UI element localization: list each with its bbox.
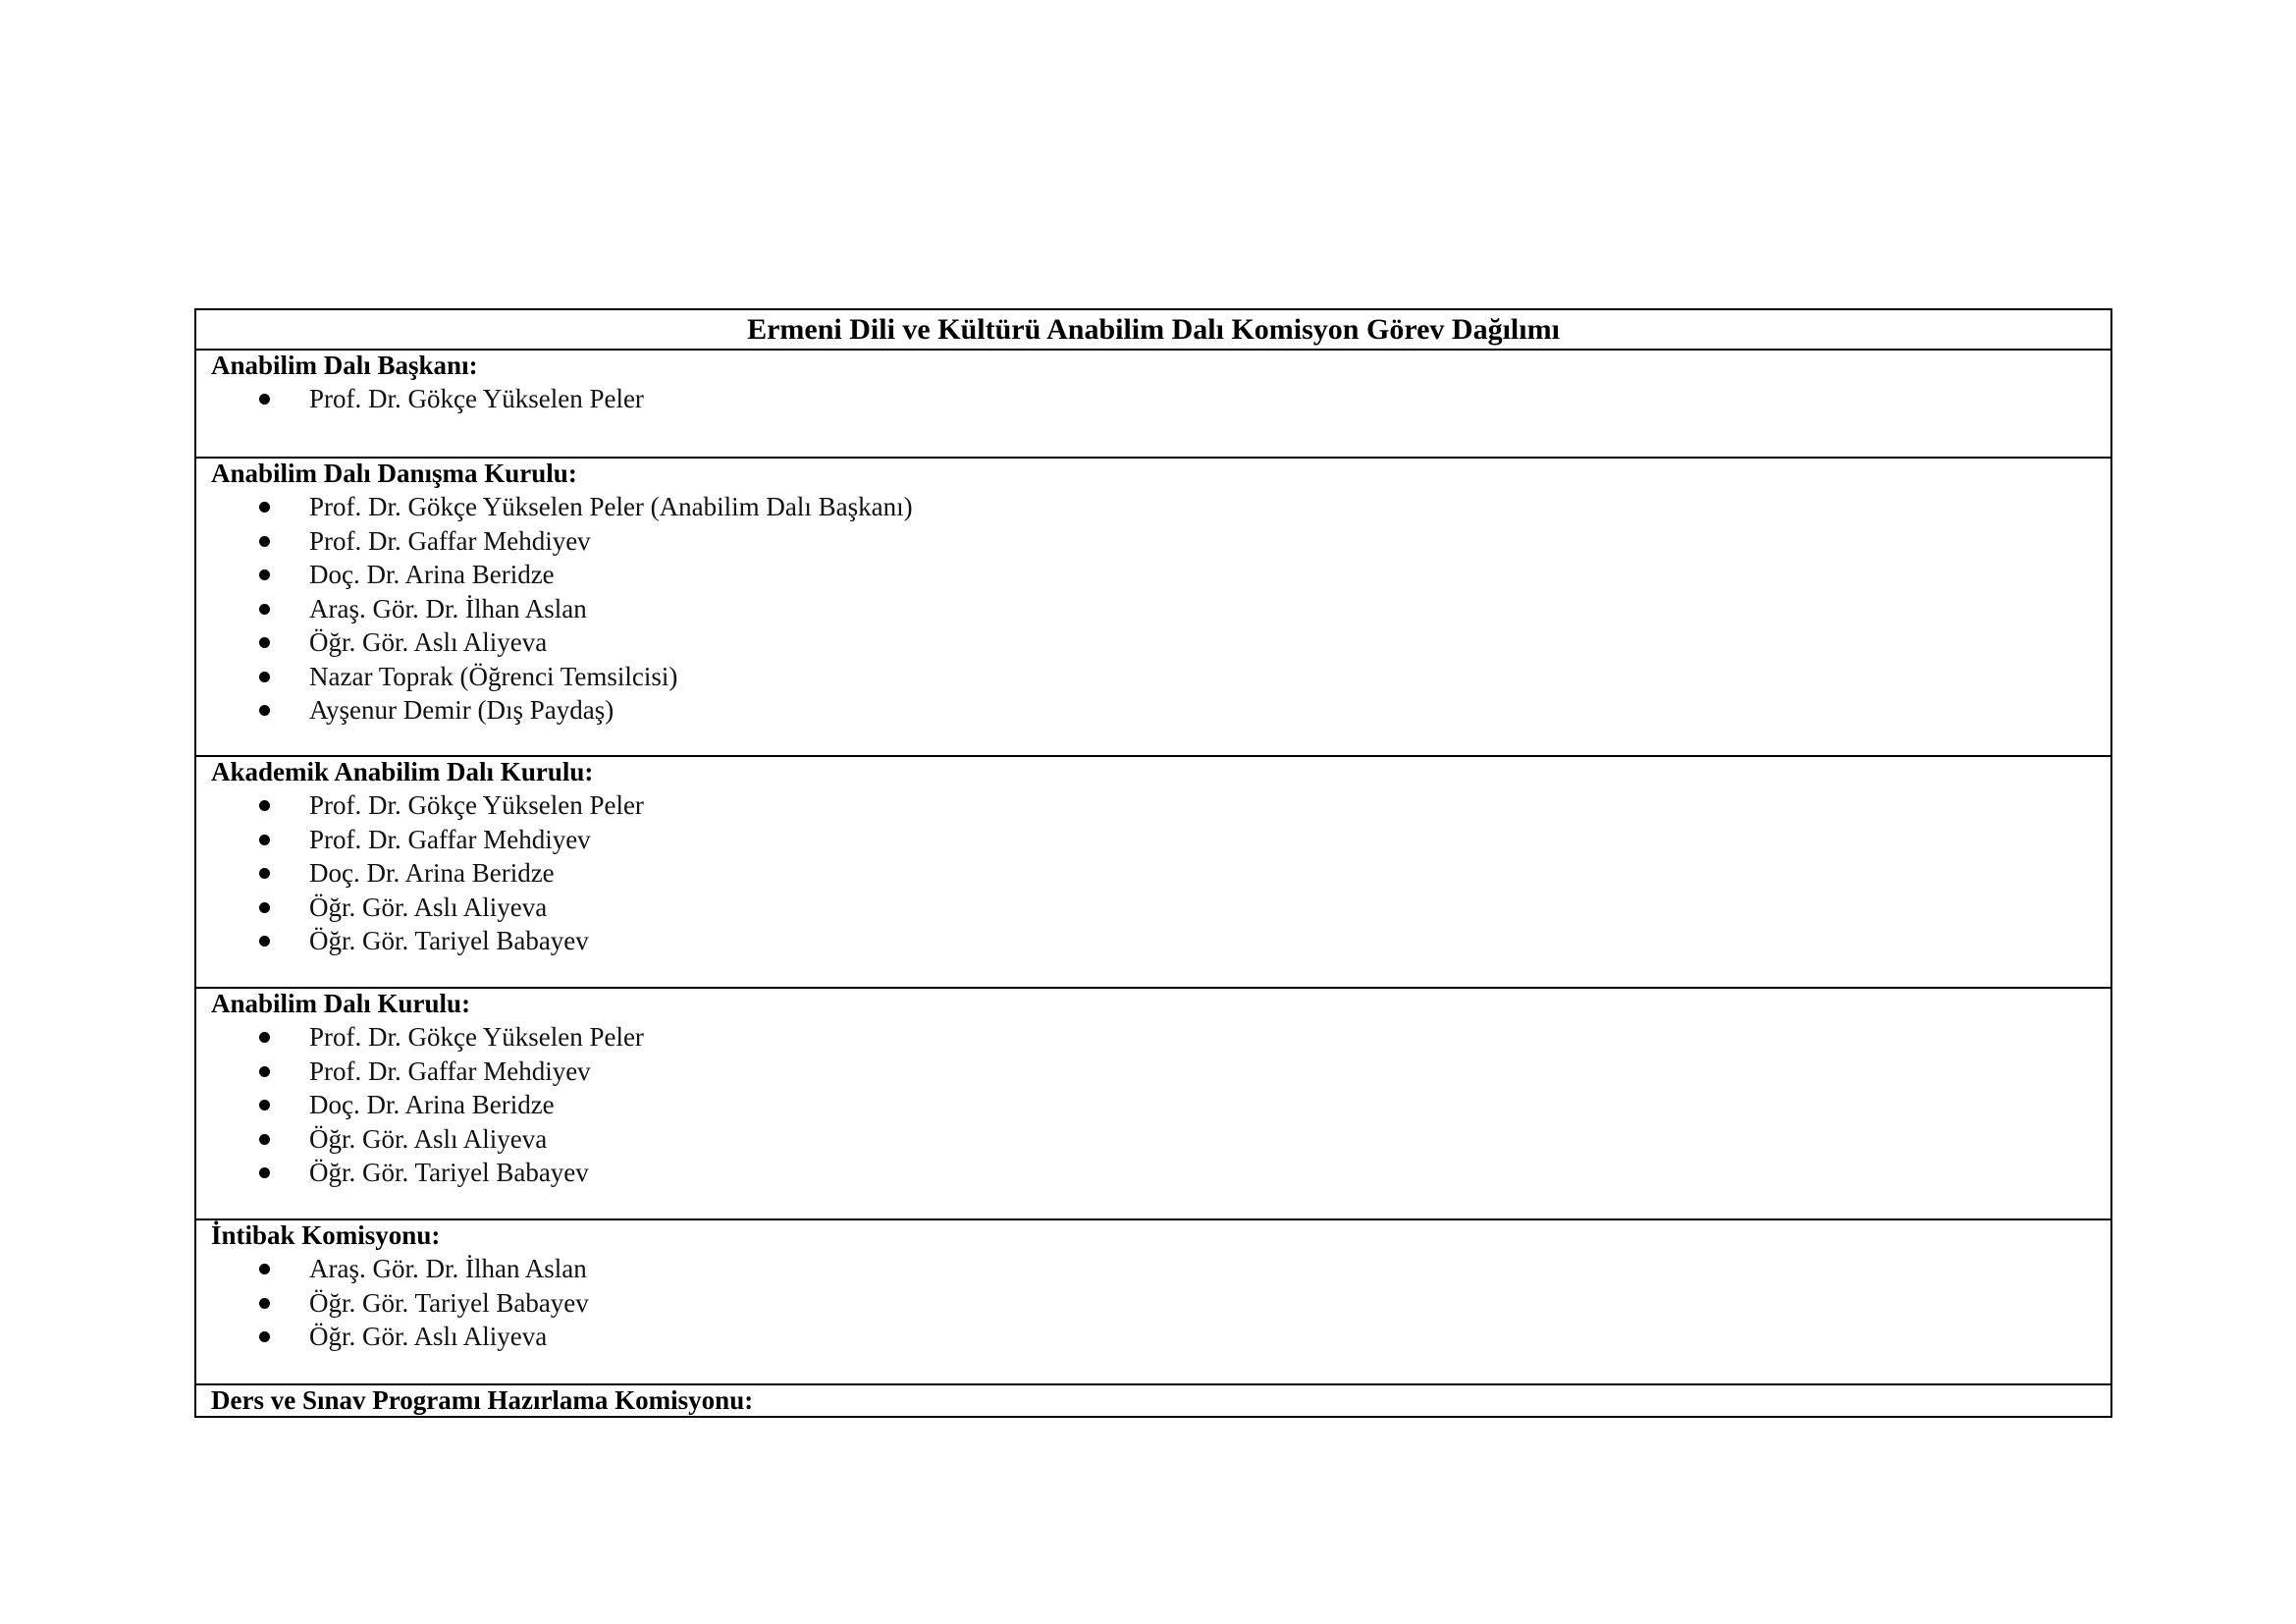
section-heading: Anabilim Dalı Danışma Kurulu: xyxy=(211,459,577,488)
list-item xyxy=(211,625,2110,660)
list-item xyxy=(211,891,2110,925)
section-heading: İntibak Komisyonu: xyxy=(211,1220,441,1250)
bullet-icon xyxy=(259,569,270,580)
member-list xyxy=(211,1252,2110,1354)
list-item xyxy=(211,1156,2110,1190)
member-list xyxy=(211,490,2110,728)
member-name: Ayşenur Demir (Dış Paydaş) xyxy=(309,695,614,725)
bullet-icon xyxy=(259,672,270,682)
member-name: Öğr. Gör. Aslı Aliyeva xyxy=(309,1123,548,1154)
bullet-icon xyxy=(259,604,270,615)
member-name: Doç. Dr. Arina Beridze xyxy=(309,560,555,589)
section-heading: Ders ve Sınav Programı Hazırlama Komisyonu: xyxy=(211,1385,754,1415)
commission-section xyxy=(196,349,2110,459)
bullet-icon xyxy=(259,1100,270,1110)
bullet-icon xyxy=(259,1066,270,1077)
list-item xyxy=(211,856,2110,891)
bullet-icon xyxy=(259,902,270,913)
list-item xyxy=(211,1286,2110,1321)
member-list xyxy=(211,1020,2110,1190)
bullet-icon xyxy=(259,868,270,879)
bullet-icon xyxy=(259,705,270,716)
section-heading: Akademik Anabilim Dalı Kurulu: xyxy=(211,757,594,786)
commission-section xyxy=(196,987,2110,1220)
bullet-icon xyxy=(259,835,270,845)
member-list xyxy=(211,382,2110,416)
member-name: Prof. Dr. Gaffar Mehdiyev xyxy=(309,525,591,556)
bullet-icon xyxy=(259,394,270,405)
member-name: Prof. Dr. Gökçe Yükselen Peler xyxy=(309,1022,644,1052)
list-item xyxy=(211,558,2110,592)
sections-container xyxy=(196,349,2110,1416)
member-name: Araş. Gör. Dr. İlhan Aslan xyxy=(309,593,587,623)
commission-section xyxy=(196,457,2110,757)
bullet-icon xyxy=(259,800,270,811)
member-name: Öğr. Gör. Aslı Aliyeva xyxy=(309,892,548,922)
member-name: Prof. Dr. Gaffar Mehdiyev xyxy=(309,1056,591,1086)
bullet-icon xyxy=(259,536,270,547)
list-item xyxy=(211,924,2110,958)
list-item xyxy=(211,382,2110,416)
list-item xyxy=(211,592,2110,626)
commission-table xyxy=(194,308,2112,1418)
bullet-icon xyxy=(259,502,270,513)
member-name: Prof. Dr. Gökçe Yükselen Peler (Anabilim Dalı Başkanı) xyxy=(309,492,913,521)
member-name: Öğr. Gör. Aslı Aliyeva xyxy=(309,1322,548,1351)
section-heading: Anabilim Dalı Başkanı: xyxy=(211,351,478,380)
list-item xyxy=(211,1122,2110,1157)
member-name: Öğr. Gör. Tariyel Babayev xyxy=(309,1287,589,1318)
bullet-icon xyxy=(259,1167,270,1178)
bullet-icon xyxy=(259,1298,270,1309)
member-name: Nazar Toprak (Öğrenci Temsilcisi) xyxy=(309,661,678,691)
list-item xyxy=(211,1088,2110,1122)
bullet-icon xyxy=(259,1331,270,1342)
member-name: Öğr. Gör. Tariyel Babayev xyxy=(309,1158,589,1187)
list-item xyxy=(211,693,2110,728)
section-heading: Anabilim Dalı Kurulu: xyxy=(211,989,471,1018)
member-name: Prof. Dr. Gaffar Mehdiyev xyxy=(309,824,591,854)
list-item xyxy=(211,490,2110,524)
bullet-icon xyxy=(259,936,270,947)
table-title: Ermeni Dili ve Kültürü Anabilim Dalı Komisyon Görev Dağılımı xyxy=(196,310,2110,351)
member-name: Öğr. Gör. Tariyel Babayev xyxy=(309,926,589,955)
list-item xyxy=(211,1020,2110,1055)
list-item xyxy=(211,823,2110,857)
bullet-icon xyxy=(259,1032,270,1043)
list-item xyxy=(211,1055,2110,1089)
member-name: Prof. Dr. Gökçe Yükselen Peler xyxy=(309,790,644,820)
list-item xyxy=(211,660,2110,694)
member-list xyxy=(211,788,2110,958)
member-name: Doç. Dr. Arina Beridze xyxy=(309,858,555,888)
bullet-icon xyxy=(259,1134,270,1145)
member-name: Araş. Gör. Dr. İlhan Aslan xyxy=(309,1254,587,1283)
list-item xyxy=(211,1252,2110,1286)
member-name: Doç. Dr. Arina Beridze xyxy=(309,1090,555,1119)
bullet-icon xyxy=(259,1264,270,1274)
commission-section xyxy=(196,755,2110,989)
commission-section xyxy=(196,1218,2110,1385)
member-name: Öğr. Gör. Aslı Aliyeva xyxy=(309,627,548,657)
member-name: Prof. Dr. Gökçe Yükselen Peler xyxy=(309,384,644,413)
bullet-icon xyxy=(259,637,270,648)
list-item xyxy=(211,524,2110,559)
list-item xyxy=(211,788,2110,823)
commission-section xyxy=(196,1383,2110,1416)
list-item xyxy=(211,1320,2110,1354)
